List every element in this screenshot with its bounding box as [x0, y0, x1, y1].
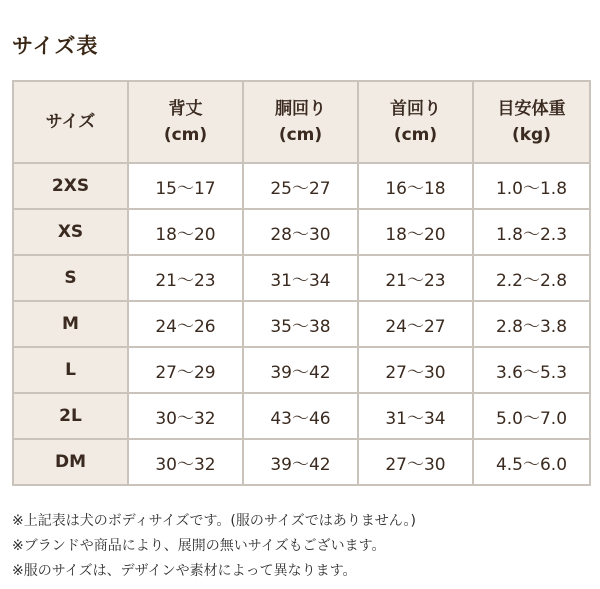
chest-cell: 25〜27 — [244, 164, 359, 210]
back-length-cell: 24〜26 — [129, 302, 244, 348]
weight-cell: 4.5〜6.0 — [495, 454, 568, 475]
back-length-cell: 30〜32 — [129, 440, 244, 484]
table-header-row — [14, 82, 589, 164]
size-cell: 2L — [14, 394, 129, 440]
neck-cell: 16〜18 — [359, 164, 474, 210]
neck-cell: 27〜30 — [359, 348, 474, 394]
note-availability: ※ブランドや商品により、展開の無いサイズもございます。 — [12, 538, 386, 554]
back-length-cell: 27〜29 — [129, 348, 244, 394]
neck-cell: 21〜23 — [359, 256, 474, 302]
header-chest-unit: (cm) — [278, 125, 323, 145]
header-back-length-label: 背丈 — [168, 99, 203, 119]
header-back-length-unit: (cm) — [163, 125, 208, 145]
header-weight-label: 目安体重 — [497, 99, 566, 119]
chest-cell: 39〜42 — [244, 348, 359, 394]
weight-cell: 2.8〜3.8 — [474, 302, 589, 348]
header-weight — [474, 82, 589, 164]
weight-cell: 2.2〜2.8 — [474, 256, 589, 302]
chest-cell: 43〜46 — [244, 394, 359, 440]
table-row — [14, 440, 589, 484]
table-row — [14, 348, 589, 394]
chest-cell: 39〜42 — [244, 440, 359, 484]
neck-cell: 18〜20 — [359, 210, 474, 256]
neck-cell: 27〜30 — [359, 440, 474, 484]
note-design-variance: ※服のサイズは、デザインや素材によって異なります。 — [12, 563, 357, 579]
chest-cell: 28〜30 — [244, 210, 359, 256]
header-chest — [244, 82, 359, 164]
table-row — [14, 256, 589, 302]
page-title: サイズ表 — [12, 34, 99, 58]
weight-cell: 1.0〜1.8 — [474, 164, 589, 210]
size-cell: 2XS — [14, 164, 129, 210]
neck-cell: 24〜27 — [359, 302, 474, 348]
header-neck-label: 首回り — [390, 99, 441, 119]
header-size — [14, 82, 129, 164]
back-length-cell: 21〜23 — [129, 256, 244, 302]
neck-cell: 31〜34 — [359, 394, 474, 440]
table-row — [14, 394, 589, 440]
table-header — [14, 82, 589, 164]
header-neck-unit: (cm) — [393, 125, 438, 145]
table-row — [14, 210, 589, 256]
header-weight-unit: (kg) — [511, 125, 551, 145]
table-body — [14, 164, 589, 484]
size-cell: S — [14, 256, 129, 302]
header-neck — [359, 82, 474, 164]
size-table — [12, 80, 591, 486]
weight-cell: 1.8〜2.3 — [474, 210, 589, 256]
table-row — [14, 302, 589, 348]
chest-cell: 31〜34 — [244, 256, 359, 302]
size-cell: L — [14, 348, 129, 394]
header-back-length — [129, 82, 244, 164]
notes — [12, 509, 416, 584]
size-cell: XS — [14, 210, 129, 256]
back-length-cell: 15〜17 — [129, 164, 244, 210]
chest-cell: 35〜38 — [244, 302, 359, 348]
size-cell: M — [14, 302, 129, 348]
header-chest-label: 胴回り — [275, 99, 326, 119]
back-length-cell: 30〜32 — [129, 394, 244, 440]
back-length-cell: 18〜20 — [129, 210, 244, 256]
weight-cell: 3.6〜5.3 — [474, 348, 589, 394]
note-body-size: ※上記表は犬のボディサイズです。(服のサイズではありません。) — [12, 513, 417, 529]
size-cell: DM — [14, 440, 129, 484]
table-row — [14, 164, 589, 210]
header-size-label: サイズ — [45, 112, 96, 132]
weight-cell: 5.0〜7.0 — [474, 394, 589, 440]
